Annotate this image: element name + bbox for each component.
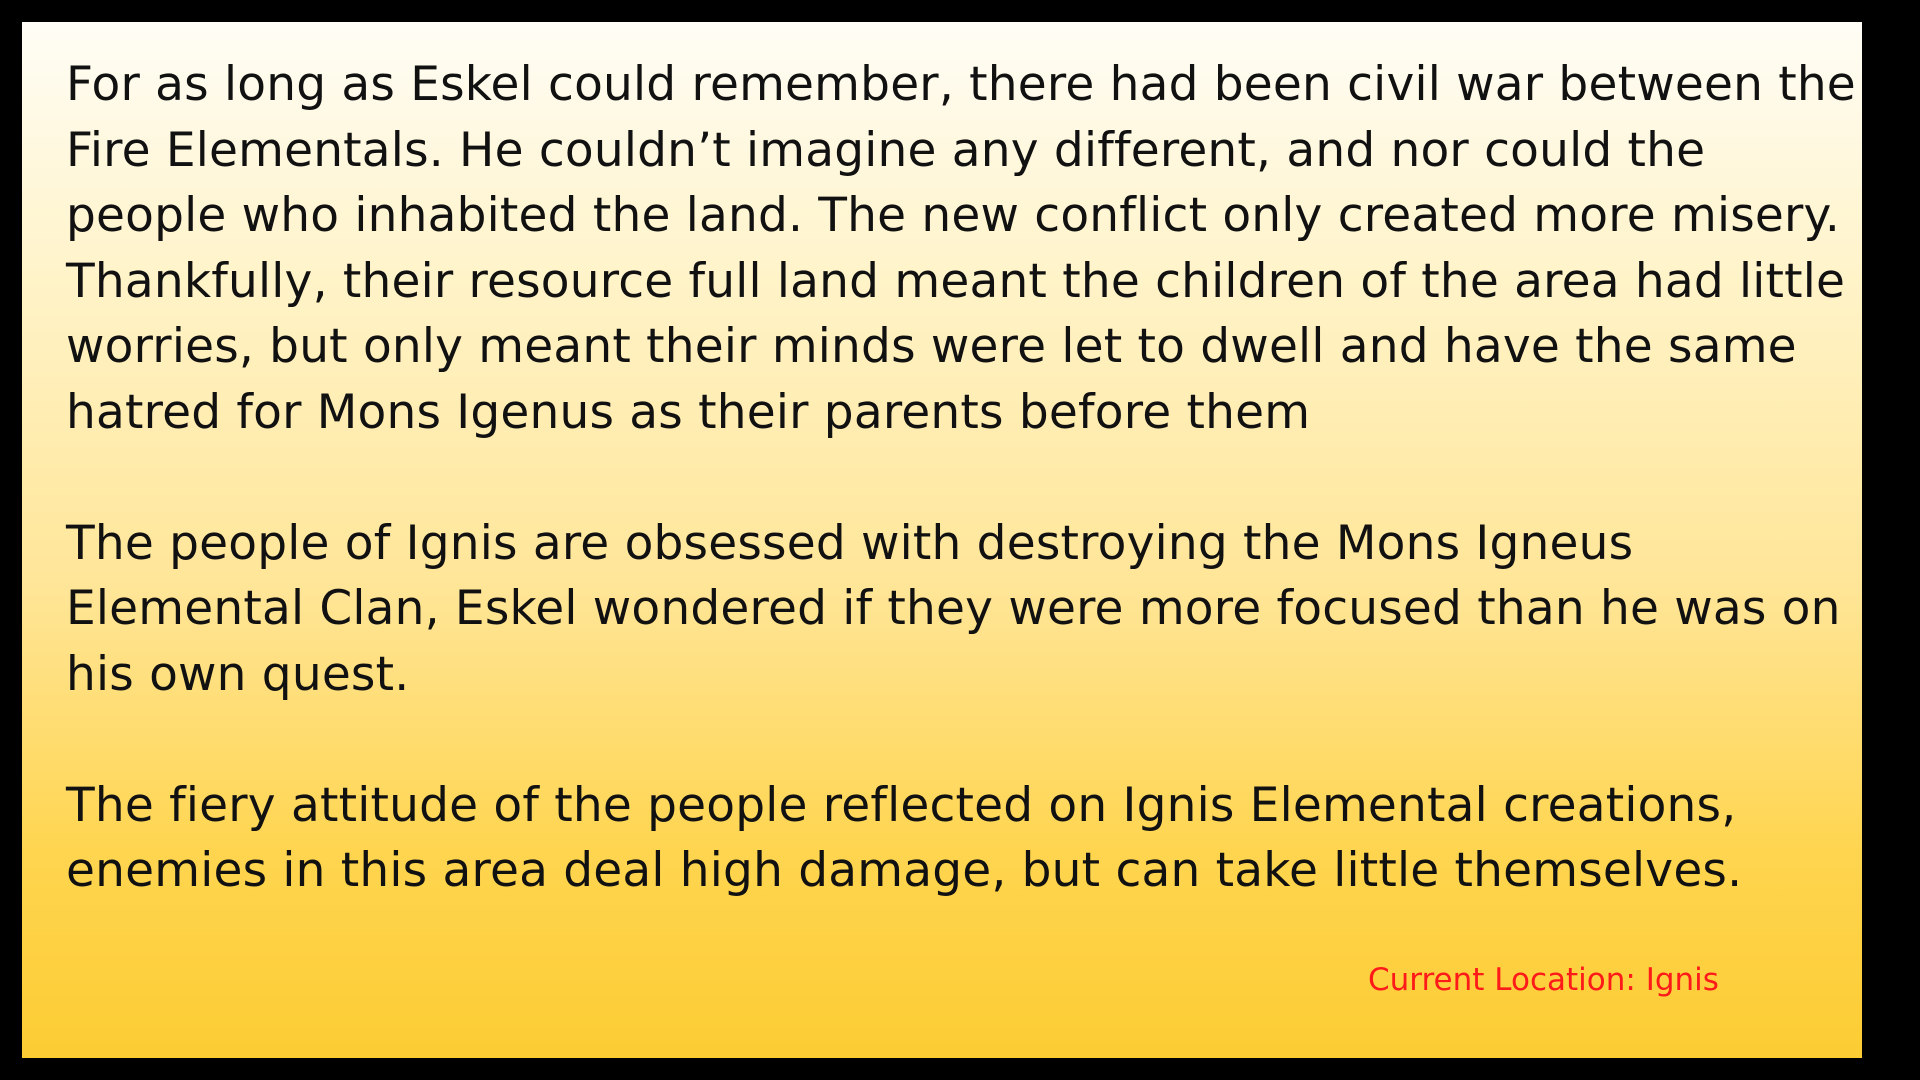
story-text bbox=[66, 52, 1856, 904]
story-panel[interactable] bbox=[22, 22, 1862, 1058]
story-paragraph-1: For as long as Eskel could remember, there had been civil war between the Fire Elementals. He couldn’t imagine any different, and nor could the people who inhabited the land. The new conflict only created more misery. Thankfully, their resource full land meant the children of the area had little worries, but only meant their minds were let to dwell and have the same hatred for Mons Igenus as their parents before them bbox=[66, 57, 1856, 440]
current-location-label: Current Location: Ignis bbox=[1368, 962, 1719, 998]
story-paragraph-3: The fiery attitude of the people reflected on Ignis Elemental creations, enemies in this area deal high damage, but can take little themselves. bbox=[66, 777, 1743, 898]
story-paragraph-2: The people of Ignis are obsessed with destroying the Mons Igneus Elemental Clan, Eskel wondered if they were more focused than he was on his own quest. bbox=[66, 515, 1841, 702]
